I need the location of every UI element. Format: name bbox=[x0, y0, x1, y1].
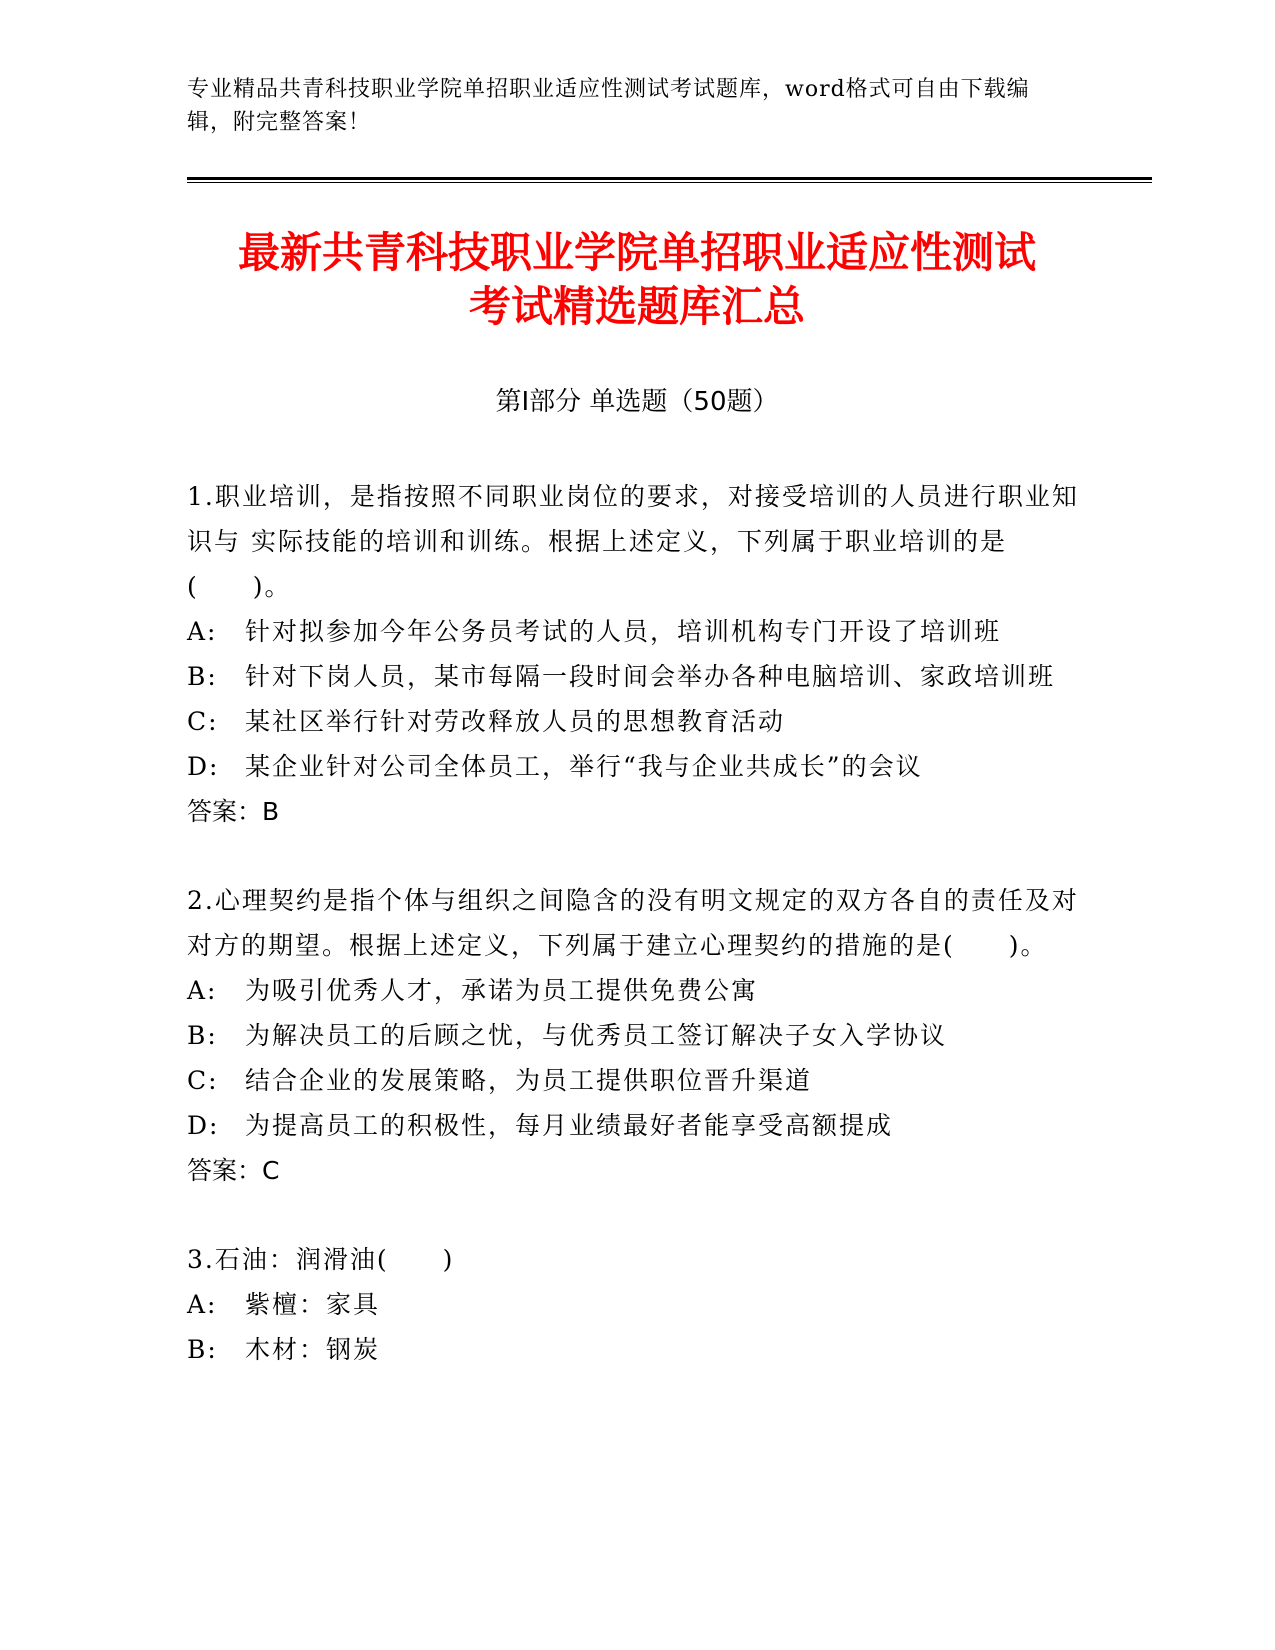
option-a bbox=[187, 968, 1087, 1013]
section-title: 第Ⅰ部分 单选题（50题） bbox=[495, 387, 779, 417]
option-key: C: bbox=[187, 1066, 219, 1095]
answer: 答案：C bbox=[187, 1156, 280, 1185]
question-3 bbox=[187, 1237, 1087, 1372]
option-text: 针对拟参加今年公务员考试的人员，培训机构专门开设了培训班 bbox=[245, 617, 1002, 646]
header-note: 专业精品共青科技职业学院单招职业适应性测试考试题库，word格式可自由下载编辑，附完整答案！ bbox=[187, 77, 1030, 135]
option-text: 为提高员工的积极性，每月业绩最好者能享受高额提成 bbox=[245, 1111, 894, 1140]
option-text: 木材：钢炭 bbox=[245, 1335, 381, 1364]
option-text: 某企业针对公司全体员工，举行“我与企业共成长”的会议 bbox=[245, 752, 923, 781]
question-1 bbox=[187, 474, 1087, 834]
option-b bbox=[187, 1013, 1087, 1058]
question-2 bbox=[187, 878, 1087, 1193]
option-key: D: bbox=[187, 1111, 220, 1140]
question-list bbox=[187, 474, 1087, 1416]
option-a bbox=[187, 1282, 1087, 1327]
option-b bbox=[187, 654, 1087, 699]
option-d bbox=[187, 1103, 1087, 1148]
answer: 答案：B bbox=[187, 797, 280, 826]
question-stem: 3.石油：润滑油( ) bbox=[187, 1245, 455, 1274]
option-a bbox=[187, 609, 1087, 654]
document-title-line-1: 最新共青科技职业学院单招职业适应性测试 bbox=[237, 228, 1036, 277]
option-text: 为解决员工的后顾之忧，与优秀员工签订解决子女入学协议 bbox=[245, 1021, 948, 1050]
option-key: B: bbox=[187, 662, 218, 691]
option-text: 紫檀：家具 bbox=[245, 1290, 381, 1319]
option-c bbox=[187, 1058, 1087, 1103]
option-text: 某社区举行针对劳改释放人员的思想教育活动 bbox=[245, 707, 786, 736]
option-key: A: bbox=[187, 1290, 218, 1319]
option-key: C: bbox=[187, 707, 219, 736]
header-divider-thick bbox=[187, 177, 1152, 180]
document-title-line-2: 考试精选题库汇总 bbox=[468, 282, 805, 331]
document-title bbox=[187, 226, 1087, 334]
option-c bbox=[187, 699, 1087, 744]
option-key: B: bbox=[187, 1021, 218, 1050]
option-key: A: bbox=[187, 976, 218, 1005]
option-text: 为吸引优秀人才，承诺为员工提供免费公寓 bbox=[245, 976, 759, 1005]
option-key: D: bbox=[187, 752, 220, 781]
question-stem: 1.职业培训，是指按照不同职业岗位的要求，对接受培训的人员进行职业知识与 实际技能的培训和训练。根据上述定义，下列属于职业培训的是( )。 bbox=[187, 482, 1079, 601]
option-text: 针对下岗人员，某市每隔一段时间会举办各种电脑培训、家政培训班 bbox=[245, 662, 1056, 691]
option-b bbox=[187, 1327, 1087, 1372]
option-text: 结合企业的发展策略，为员工提供职位晋升渠道 bbox=[245, 1066, 813, 1095]
option-key: B: bbox=[187, 1335, 218, 1364]
option-d bbox=[187, 744, 1087, 789]
option-key: A: bbox=[187, 617, 218, 646]
header-divider-thin bbox=[187, 182, 1152, 183]
question-stem: 2.心理契约是指个体与组织之间隐含的没有明文规定的双方各自的责任及对对方的期望。根据上述定义，下列属于建立心理契约的措施的是( )。 bbox=[187, 886, 1079, 960]
